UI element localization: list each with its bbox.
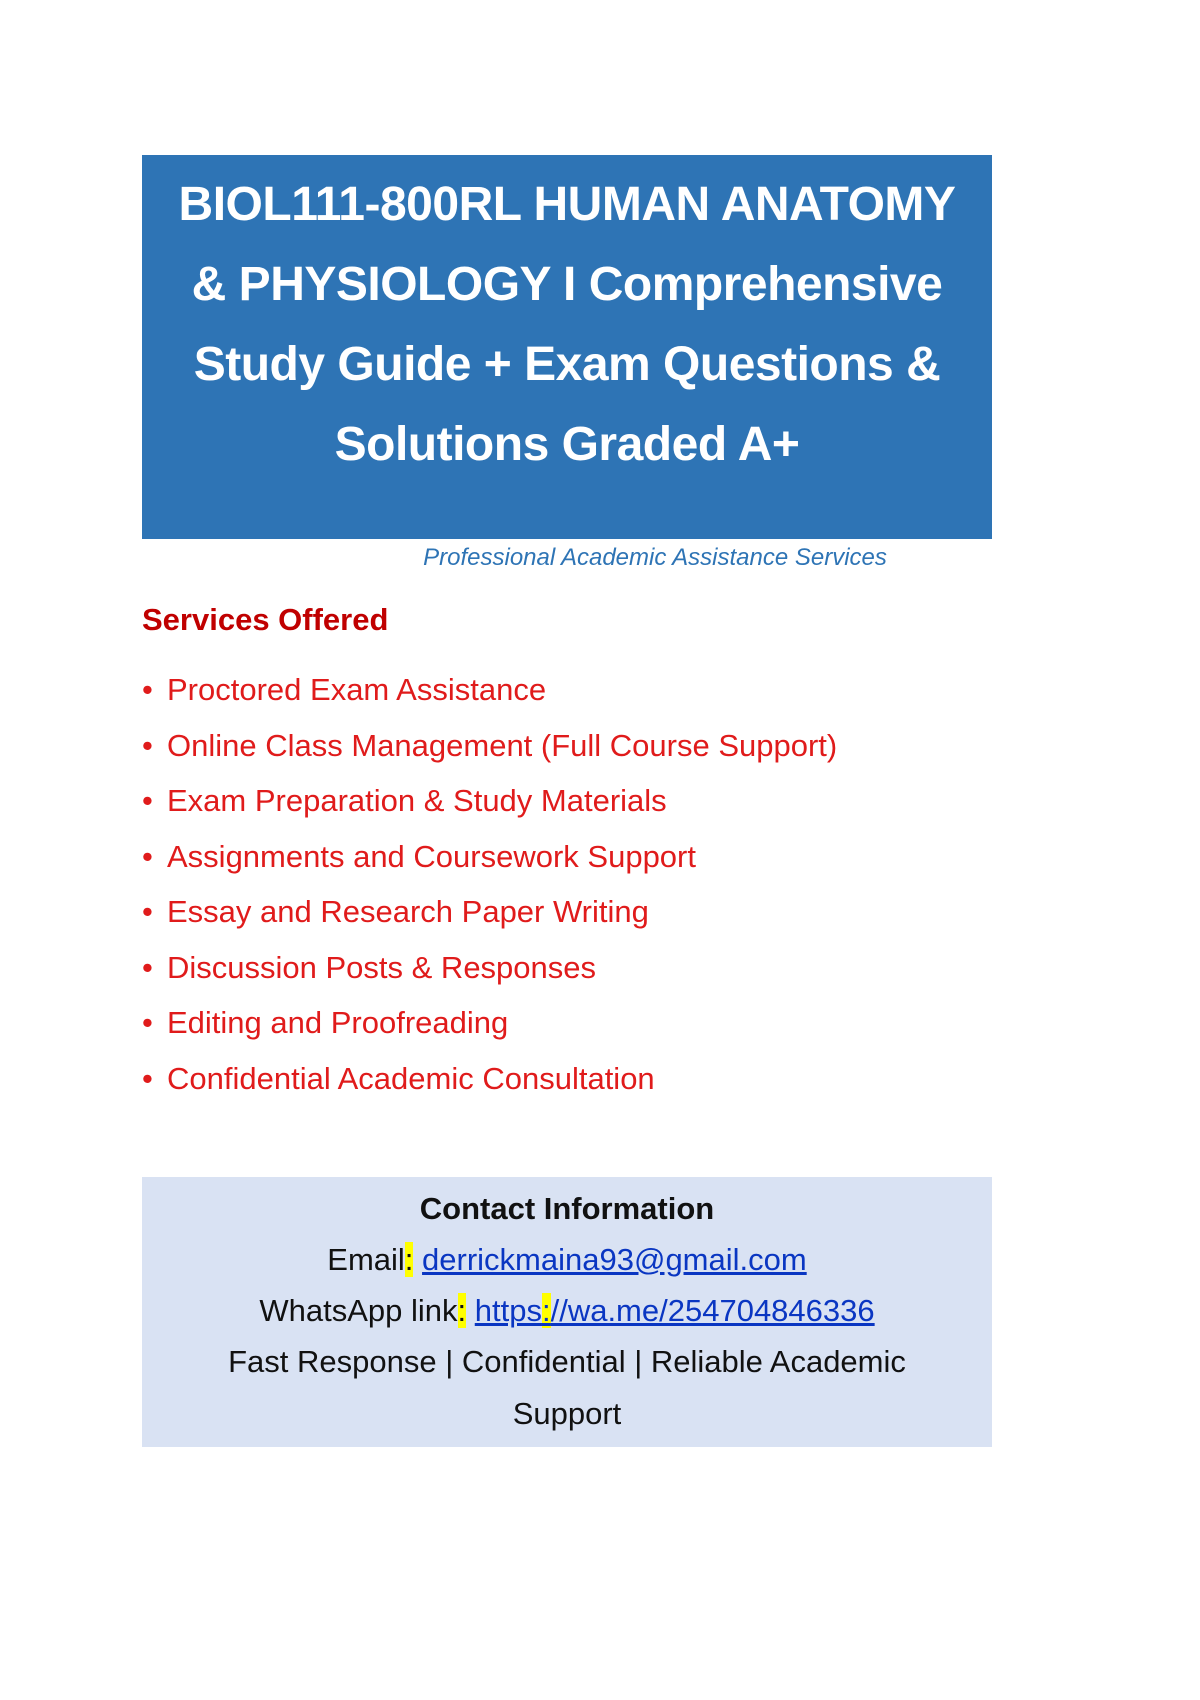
bullet-icon: • <box>142 838 153 874</box>
list-item-label: Discussion Posts & Responses <box>167 949 597 985</box>
email-link[interactable]: derrickmaina93@gmail.com <box>422 1242 807 1277</box>
bullet-icon: • <box>142 672 153 707</box>
whatsapp-colon: : <box>457 1293 467 1328</box>
list-item <box>142 1051 837 1107</box>
list-item-label: Exam Preparation & Study Materials <box>167 783 667 818</box>
list-item-label: Editing and Proofreading <box>167 1005 509 1040</box>
subtitle: Professional Academic Assistance Services <box>423 544 887 571</box>
list-item <box>142 884 837 940</box>
list-item-label: Essay and Research Paper Writing <box>167 894 649 929</box>
bullet-icon: • <box>142 783 153 818</box>
services-list <box>142 662 837 1106</box>
list-item <box>142 940 837 996</box>
list-item <box>142 995 837 1051</box>
whatsapp-link-scheme[interactable]: https <box>474 1293 542 1328</box>
list-item <box>142 773 837 829</box>
contact-tagline: Fast Response | Confidential | Reliable Academic Support <box>228 1344 906 1431</box>
list-item-label: Online Class Management (Full Course Support) <box>167 727 838 763</box>
bullet-icon: • <box>142 1005 153 1040</box>
list-item <box>142 662 837 718</box>
whatsapp-link[interactable] <box>475 1293 875 1328</box>
document-title-line-4: Solutions Graded A+ <box>334 418 800 471</box>
contact-box <box>142 1177 992 1447</box>
title-banner <box>142 155 992 539</box>
list-item <box>142 829 837 885</box>
list-item <box>142 718 837 774</box>
list-item-label: Confidential Academic Consultation <box>167 1060 655 1096</box>
whatsapp-link-colon[interactable]: : <box>541 1293 551 1328</box>
bullet-icon: • <box>142 727 153 763</box>
bullet-icon: • <box>142 949 153 985</box>
email-label: Email <box>327 1242 405 1277</box>
document-title-line-2: & PHYSIOLOGY I Comprehensive <box>191 258 943 311</box>
bullet-icon: • <box>142 894 153 929</box>
list-item-label: Assignments and Coursework Support <box>167 838 696 874</box>
contact-heading: Contact Information <box>419 1191 715 1226</box>
whatsapp-link-path[interactable]: //wa.me/254704846336 <box>550 1293 875 1328</box>
whatsapp-line <box>142 1285 992 1336</box>
document-title-line-1: BIOL111-800RL HUMAN ANATOMY <box>178 178 956 231</box>
whatsapp-label: WhatsApp link <box>259 1293 458 1328</box>
list-item-label: Proctored Exam Assistance <box>167 672 547 707</box>
services-heading: Services Offered <box>142 602 389 637</box>
document-title-line-3: Study Guide + Exam Questions & <box>193 338 941 391</box>
bullet-icon: • <box>142 1060 153 1096</box>
email-line <box>142 1234 992 1285</box>
email-colon: : <box>404 1242 414 1277</box>
